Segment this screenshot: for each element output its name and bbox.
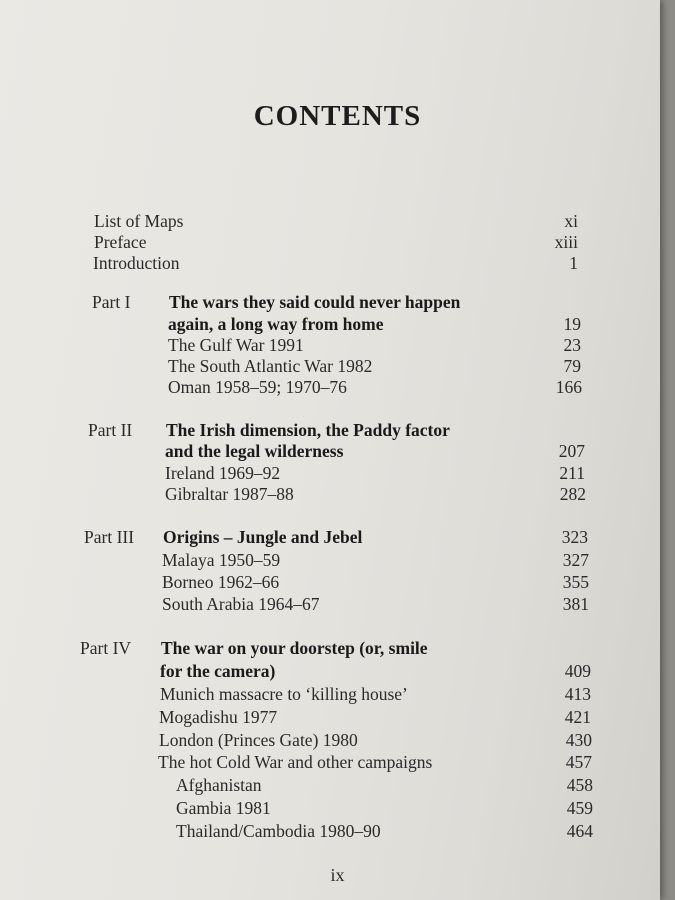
toc-entry: The South Atlantic War 1982 [168, 356, 373, 376]
toc-page-introduction: 1 [569, 253, 578, 273]
toc-entry: Munich massacre to ‘killing house’ [160, 684, 408, 704]
page-number: ix [330, 865, 345, 885]
part-heading-page: 19 [563, 314, 581, 334]
toc-page: 459 [566, 798, 593, 818]
toc-page: 381 [562, 594, 589, 614]
toc-entry-list-of-maps: List of Maps [94, 211, 184, 231]
toc-entry-preface: Preface [94, 232, 147, 252]
toc-entry: South Arabia 1964–67 [162, 594, 320, 614]
toc-page: 457 [565, 752, 592, 772]
toc-subentry: Afghanistan [176, 775, 262, 795]
toc-entry: Mogadishu 1977 [159, 707, 278, 727]
toc-page: 166 [555, 377, 582, 397]
toc-page: 211 [559, 463, 585, 483]
part-heading: again, a long way from home [168, 314, 384, 334]
part-heading: The Irish dimension, the Paddy factor [166, 420, 450, 440]
toc-page: 282 [559, 484, 586, 504]
part-heading: The wars they said could never happen [169, 292, 461, 312]
toc-page: 458 [566, 775, 593, 795]
part-heading: The war on your doorstep (or, smile [161, 638, 428, 658]
part-heading-page: 207 [558, 441, 585, 461]
toc-entry: Ireland 1969–92 [165, 463, 281, 483]
toc-entry: Gibraltar 1987–88 [165, 484, 294, 504]
part-label: Part IV [80, 638, 132, 658]
toc-entry: Borneo 1962–66 [162, 572, 280, 592]
toc-page: 355 [562, 572, 589, 592]
toc-page: 421 [564, 707, 591, 727]
part-heading: Origins – Jungle and Jebel [163, 527, 363, 547]
toc-page: 23 [563, 335, 581, 355]
part-label: Part I [92, 292, 131, 312]
toc-page: 79 [563, 356, 581, 376]
toc-page-preface: xiii [554, 232, 578, 252]
part-heading-page: 323 [561, 527, 588, 547]
toc-entry: Malaya 1950–59 [162, 550, 281, 570]
toc-entry: Oman 1958–59; 1970–76 [168, 377, 347, 397]
toc-page: 413 [564, 684, 591, 704]
part-label: Part III [84, 527, 135, 547]
part-heading-page: 409 [564, 661, 591, 681]
toc-entry-introduction: Introduction [93, 253, 180, 273]
toc-page: 327 [562, 550, 589, 570]
toc-entry: The Gulf War 1991 [168, 335, 304, 355]
toc-subentry: Thailand/Cambodia 1980–90 [176, 821, 381, 841]
toc-subentry: Gambia 1981 [176, 798, 271, 818]
toc-entry: The hot Cold War and other campaigns [158, 752, 433, 772]
toc-page-list-of-maps: xi [564, 211, 578, 231]
toc-page: 464 [566, 821, 593, 841]
page-title: CONTENTS [253, 100, 422, 132]
part-label: Part II [88, 420, 133, 440]
toc-entry: London (Princes Gate) 1980 [159, 730, 358, 750]
toc-page: 430 [565, 730, 592, 750]
part-heading: and the legal wilderness [165, 441, 344, 461]
part-heading: for the camera) [160, 661, 276, 681]
